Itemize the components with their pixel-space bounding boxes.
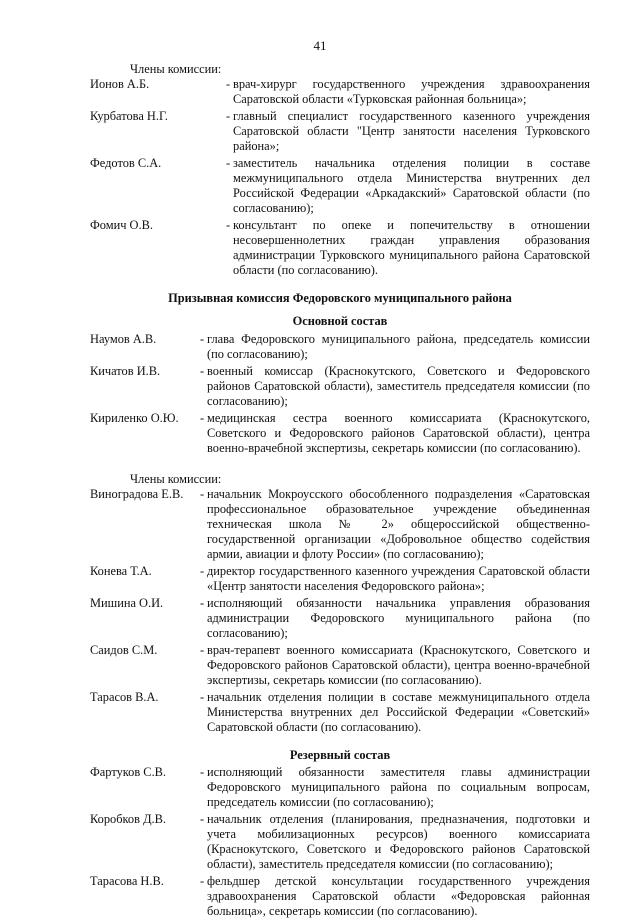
member-entry <box>90 332 590 362</box>
main-composition-list <box>90 332 590 456</box>
member-entry <box>90 77 590 107</box>
member-dash: - <box>200 874 205 888</box>
member-description: исполняющий обязанности заместителя главы администрации Федоровского муниципального района по социальным вопросам, председатель комиссии (по согласованию); <box>207 765 590 809</box>
member-dash: - <box>200 765 205 779</box>
member-description: врач-хирург государственного учреждения здравоохранения Саратовской области «Турковская районная больница»; <box>233 77 590 106</box>
member-description: начальник Мокроусского обособленного подразделения «Саратовская профессиональное образовательное учреждение объединенная техническая школа № 2» общероссийской общественно-государственной организации «Добровольное общество содействия армии, авиации и флоту России» (по согласованию); <box>207 487 590 561</box>
member-name: Фомич О.В. <box>90 218 153 232</box>
member-name: Коробков Д.В. <box>90 812 166 826</box>
member-dash: - <box>200 596 205 610</box>
member-description: фельдшер детской консультации государственного учреждения здравоохранения Саратовской области «Федоровская районная больница», секретарь комиссии (по согласованию). <box>207 874 590 918</box>
member-name: Конева Т.А. <box>90 564 152 578</box>
spacer <box>90 458 590 472</box>
member-description: главный специалист государственного казенного учреждения Саратовской области "Центр занятости населения Турковского района»; <box>233 109 590 153</box>
members-label: Члены комиссии: <box>130 472 222 486</box>
member-name: Кичатов И.В. <box>90 364 161 378</box>
reserve-composition-list <box>90 765 590 919</box>
member-dash: - <box>200 812 205 826</box>
members-block-turkovsky <box>90 62 590 278</box>
member-dash: - <box>200 564 205 578</box>
member-name: Тарасова Н.В. <box>90 874 164 888</box>
member-description: консультант по опеке и попечительству в отношении несовершеннолетних граждан управления образования администрации Турковского муниципального района Саратовской области (по согласованию). <box>233 218 590 277</box>
member-entry <box>90 156 590 216</box>
member-description: директор государственного казенного учреждения Саратовской области «Центр занятости населения Федоровского района»; <box>207 564 590 593</box>
member-entry <box>90 596 590 641</box>
member-entry <box>90 364 590 409</box>
member-entry <box>90 643 590 688</box>
member-dash: - <box>226 156 231 170</box>
member-name: Саидов С.М. <box>90 643 158 657</box>
member-description: медицинская сестра военного комиссариата (Краснокутского, Советского и Федоровского районов Саратовской области), центра военно-врачебной экспертизы, секретарь комиссии (по согласованию). <box>207 411 590 455</box>
reserve-composition-title: Резервный состав <box>289 748 391 762</box>
member-entry <box>90 109 590 154</box>
member-dash: - <box>226 77 231 91</box>
member-entry <box>90 812 590 872</box>
member-name: Ионов А.Б. <box>90 77 150 91</box>
member-dash: - <box>200 487 205 501</box>
member-name: Тарасов В.А. <box>90 690 159 704</box>
member-entry <box>90 874 590 919</box>
member-dash: - <box>200 690 205 704</box>
document-body <box>90 62 590 921</box>
member-description: врач-терапевт военного комиссариата (Краснокутского, Советского и Федоровского районов Саратовской области), центра военно-врачебной экспертизы, секретарь комиссии (по согласованию). <box>207 643 590 687</box>
member-dash: - <box>200 411 205 425</box>
member-name: Фартуков С.В. <box>90 765 167 779</box>
member-description: начальник отделения полиции в составе межмуниципального отдела Министерства внутренних дел Российской Федерации «Советский» Саратовской области (по согласованию). <box>207 690 590 734</box>
members-label: Члены комиссии: <box>130 62 222 76</box>
member-name: Федотов С.А. <box>90 156 162 170</box>
member-entry <box>90 690 590 735</box>
member-description: военный комиссар (Краснокутского, Советского и Федоровского районов Саратовской области), заместитель председателя комиссии (по согласованию); <box>207 364 590 408</box>
member-dash: - <box>200 643 205 657</box>
member-name: Кириленко О.Ю. <box>90 411 179 425</box>
main-composition-title: Основной состав <box>292 314 388 328</box>
member-name: Курбатова Н.Г. <box>90 109 168 123</box>
member-entry <box>90 218 590 278</box>
member-name: Наумов А.В. <box>90 332 157 346</box>
member-dash: - <box>200 364 205 378</box>
member-dash: - <box>226 218 231 232</box>
member-description: заместитель начальника отделения полиции в составе межмуниципального отдела Министерства внутренних дел Российской Федерации «Аркадакский» Саратовской области (по согласованию); <box>233 156 590 215</box>
member-name: Мишина О.И. <box>90 596 164 610</box>
member-entry <box>90 411 590 456</box>
member-dash: - <box>200 332 205 346</box>
member-entry <box>90 487 590 562</box>
member-entry <box>90 765 590 810</box>
member-entry <box>90 564 590 594</box>
member-description: исполняющий обязанности начальника управления образования администрации Федоровского муниципального района (по согласованию); <box>207 596 590 640</box>
member-description: начальник отделения (планирования, предназначения, подготовки и учета мобилизационных ресурсов) военного комиссариата (Краснокутского, Советского и Федоровского районов Саратовской области), заместитель председателя комиссии (по согласованию); <box>207 812 590 871</box>
page-number: 41 <box>313 38 327 53</box>
member-name: Виноградова Е.В. <box>90 487 184 501</box>
member-dash: - <box>226 109 231 123</box>
members-list <box>90 487 590 735</box>
member-description: глава Федоровского муниципального района, председатель комиссии (по согласованию); <box>207 332 590 361</box>
commission-title: Призывная комиссия Федоровского муниципального района <box>168 291 512 305</box>
